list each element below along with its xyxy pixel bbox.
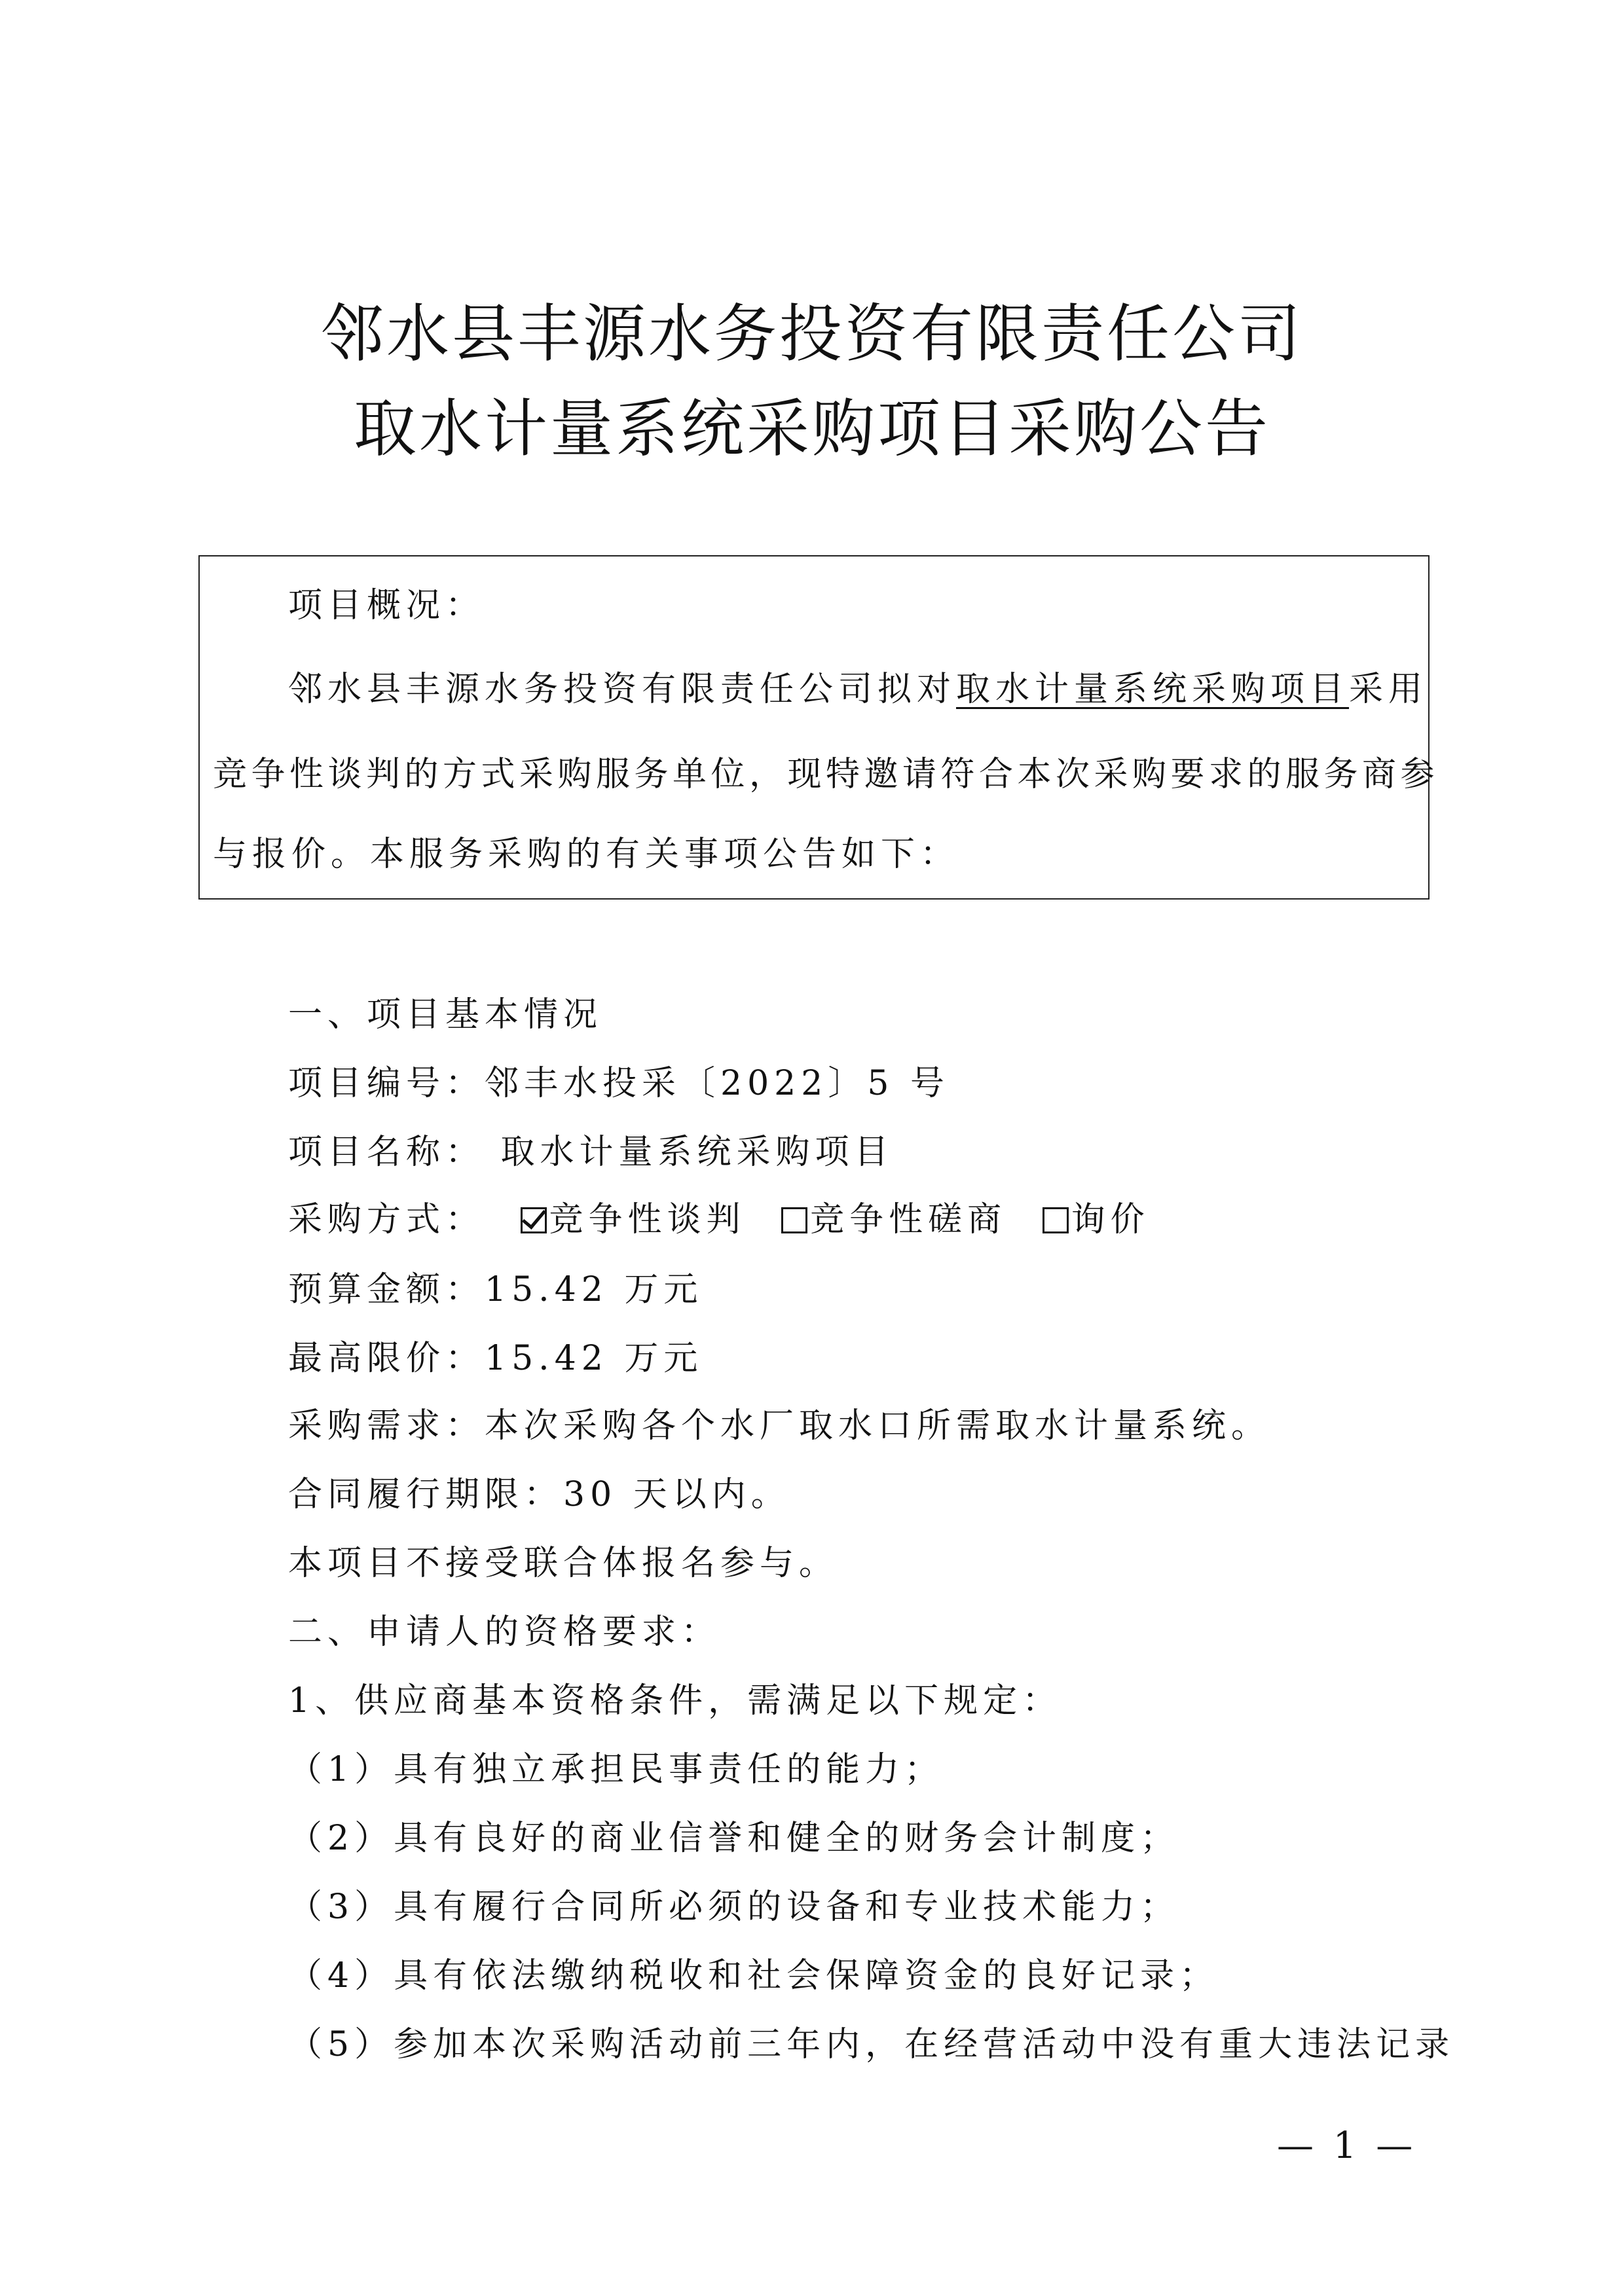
section1-heading: 一、项目基本情况 — [288, 995, 603, 1034]
contract-period: 合同履行期限：30 天以内。 — [288, 1475, 790, 1514]
consortium-notice: 本项目不接受联合体报名参与。 — [288, 1544, 839, 1583]
page-number: — 1 — — [1277, 2124, 1417, 2167]
document-title-line1: 邻水县丰源水务投资有限责任公司 — [321, 297, 1303, 371]
overview-text-post: 采用 — [1349, 670, 1428, 709]
option-competitive-consultation: 竞争性磋商 — [810, 1200, 1007, 1239]
procurement-demand: 采购需求：本次采购各个水厂取水口所需取水计量系统。 — [288, 1406, 1271, 1446]
document-title-line2: 取水计量系统采购项目采购公告 — [354, 392, 1270, 465]
procurement-method-row — [288, 1197, 1150, 1243]
budget-amount: 预算金额：15.42 万元 — [288, 1270, 703, 1309]
checkbox-competitive-consultation[interactable] — [781, 1207, 807, 1233]
option-inquiry: 询价 — [1071, 1200, 1150, 1239]
condition-2: （2）具有良好的商业信誉和健全的财务会计制度； — [288, 1819, 1180, 1858]
overview-text-pre: 邻水县丰源水务投资有限责任公司拟对 — [288, 670, 957, 709]
project-overview-box — [198, 555, 1439, 900]
project-name: 项目名称： 取水计量系统采购项目 — [288, 1133, 894, 1172]
max-price: 最高限价：15.42 万元 — [288, 1339, 703, 1378]
overview-paragraph-line3: 与报价。本服务采购的有关事项公告如下： — [213, 835, 960, 874]
condition-3: （3）具有履行合同所必须的设备和专业技术能力； — [288, 1887, 1180, 1927]
procurement-method-label: 采购方式： — [288, 1200, 485, 1239]
project-number: 项目编号：邻丰水投采〔2022〕5 号 — [288, 1064, 950, 1103]
overview-paragraph-line1 — [288, 666, 1428, 712]
condition-5: （5）参加本次采购活动前三年内，在经营活动中没有重大违法记录 — [288, 2025, 1455, 2064]
overview-heading: 项目概况： — [288, 586, 485, 625]
checkbox-competitive-negotiation[interactable] — [521, 1207, 547, 1233]
condition-1: （1）具有独立承担民事责任的能力； — [288, 1750, 944, 1789]
overview-paragraph-line2: 竞争性谈判的方式采购服务单位，现特邀请符合本次采购要求的服务商参 — [213, 755, 1439, 794]
condition-4: （4）具有依法缴纳税收和社会保障资金的良好记录； — [288, 1956, 1219, 1995]
overview-project-name-underlined: 取水计量系统采购项目 — [956, 670, 1350, 709]
option-competitive-negotiation: 竞争性谈判 — [549, 1200, 746, 1239]
checkbox-inquiry[interactable] — [1043, 1207, 1069, 1233]
qualification-item1: 1、供应商基本资格条件，需满足以下规定： — [288, 1681, 1062, 1721]
section2-heading: 二、申请人的资格要求： — [288, 1613, 721, 1652]
